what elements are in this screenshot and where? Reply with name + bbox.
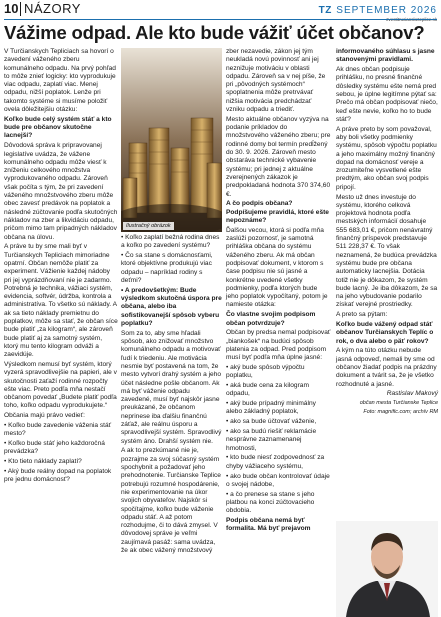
list-item: • Aký bude reálny dopad na poplatok pre jednu domácnosť? <box>4 468 112 484</box>
paragraph: Dôvodová správa k pripravovanej legislatíve uvádza, že vážene komunálneho odpadu môže viesť k zníženiu celkového množstva vyprodukovaného odpadu. Zároveň však počíta s tým, že pri zavedení váženého množstvového zberu môže obec zavesť predávok na poplatok a následné zúčtovanie podľa skutočných nákladov na zber a likvidáciu odpadu, pričom mimo tam pripadných nákladov občana na úlovu. <box>4 142 118 241</box>
paragraph: V Turčianskych Tepliciach sa hovorí o zavedení váženého zberu komunálneho odpadu. Na prvý pohľad to môže znieť logicky: kto vyprodukuje viac odpadu, zaplatí viac. Menej odpadu, nižší poplatok. Lenže pri takomto systéme si musíme položiť ovela dôležitejšiu otázku: <box>4 48 116 114</box>
author-title: občan mesta Turčianske Teplice <box>359 400 438 407</box>
paragraph: Ak dnes občan podpisuje prihlášku, no presné finančné dôsledky systému ešte nemá pred sebou, je úplne legitímne pýtať sa: Prečo má občan podpisovať niečo, keď ešte nevie, koľko ho to bude stáť? <box>336 66 438 123</box>
masthead-issue: SEPTEMBER 2026 <box>336 5 437 16</box>
header-rule <box>4 19 437 20</box>
page-header <box>0 0 441 20</box>
section-title: NÁZORY <box>24 1 81 16</box>
paragraph: A práve preto by som považoval, aby boli všetky podmienky systému, spôsob výpočtu poplatku a jeho maximálny možný finančný dopad na domácnosť vereje a zrozumiteľne vysvetlené ešte predtým, ako občan svoj podpis pripojí. <box>336 125 437 191</box>
list-item: • Koľko bude stáť jeho každoročná prevádzka? <box>4 440 105 456</box>
article-column-3 <box>226 48 331 535</box>
masthead-logo: TZ <box>318 5 332 16</box>
coins-photo <box>121 48 222 232</box>
author-name: Rastislav Makový <box>386 390 438 398</box>
paragraph-bold: informovaného súhlasu s jasne stanovenými pravidlami. <box>336 48 435 64</box>
list-item: • Koľko zaplatí bežná rodina dnes a koľko po zavedení systému? <box>121 234 220 250</box>
list-item: • ako sa budú riešiť reklamácie nesprávne zaznamenanej hmotnosti, <box>226 428 317 452</box>
article-headline: Vážime odpad. Ale kto bude vážiť účet občanov? <box>4 22 425 43</box>
list-item-bold: • A predovšetkým: Bude výsledkom skutočná úspora pre občana, alebo iba sofistikovanejší spôsob vyberu poplatku? <box>121 286 222 327</box>
list-item: • Koľko bude zavedenie váženia stáť mesto? <box>4 422 112 438</box>
paragraph: Občan by predsa nemal podpisovať „biankošek“ na budúci spôsob platenia za odpad. Pred podpisom musí byť podľa mňa úplne jasné: <box>226 329 331 362</box>
paragraph: Mesto aktuálne občanov vyzýva na podanie príkladov do množstvového váženého zberu; pre rodinné domy bol termín predĺžený do 30. 9. 2026. Zároveň mesto obstaráva technické vybavenie systému; pri jednej z aktuálne zverejnených zákazok je predpokladaná hodnota 370 374,60 €. <box>226 115 331 198</box>
list-item: • aký bude prípadný minimálny alebo základný poplatok, <box>226 400 316 416</box>
paragraph: Výsledkom nemusí byť systém, ktorý vyzerá spravodlivejšie na papieri, ale v skutočnosti zaťaží rodinné rozpočty ešte viac. Preto podľa mňa nestačí občanom povedať „Budete platiť podľa toho, koľko odpadu vyprodukujete.“ <box>4 360 117 410</box>
paragraph: zber nezavedie, zákon jej tým neukladá novú povinnosť ani jej neznižuje motiváciu v oblasti odpadu. Zároveň sa v nej píše, že pri „pôvodných systémoch“ spoplatnenia môže pretrvávať nižšia motivácia predchádzať vzniku odpadu a triediť. <box>226 48 326 114</box>
article-column-1 <box>4 48 118 486</box>
paragraph: A práve tu by sme mali byť v Turčianskych Tepliciach mimoriadne opatrní. Občan nemôže platiť za experiment. Vážienie každej nádoby pri jej vyprázdňovaní nie je zadarmo. Potrebná je technika, vážiaci systém, evidencia, softvér, údržba, kontrola a administratíva. To všetko sú náklady. A ak sa tieto náklady premietnu do poplatkov, môže sa stať, že občan síce bude platiť „za kilogram“, ale zároveň bude platiť aj za samotný systém, ktorý mu tento kilogram odváži a zaevidúje. <box>4 243 118 359</box>
author-portrait-image <box>336 521 438 617</box>
coins-illustration <box>121 48 222 232</box>
article-column-4 <box>336 48 438 417</box>
author-portrait <box>336 521 438 617</box>
list-item: • ako bude občan kontrolovať údaje o svojej nádobe, <box>226 472 330 488</box>
list-item: • a čo prenese sa stane s jeho platbou na konci zúčtovacieho obdobia. <box>226 490 315 515</box>
list-item: • aká bude cena za kilogram odpadu, <box>226 382 309 398</box>
page-number: 10 <box>4 1 19 16</box>
list-item: • Kto tieto náklady zaplatí? <box>4 458 82 466</box>
paragraph: A kým na túto otázku nebude jasná odpoveď, nemali by sme od občanov žiadať podpis na prázdny dokument a tvárit sa, že je všetko rozhodnuté a jasné. <box>336 347 437 388</box>
paragraph-bold: Podpis občana nemá byť formalita. Má byť prejavom <box>226 517 311 533</box>
list-item: • Čo sa stane s domácnosťami, ktoré objektívne produkujú viac odpadu – napríklad rodiny s deťmi? <box>121 252 213 284</box>
article-column-2 <box>121 234 222 557</box>
paragraph-bold: Koľko bude celý systém stáť a kto bude pre občanov skutočne lacnejší? <box>4 115 112 140</box>
list-item: • ako sa bude účtovať váženie, <box>226 418 317 426</box>
list-item: • aký bude spôsob výpočtu poplatku, <box>226 363 305 380</box>
paragraph-bold: Koľko bude vážený odpad stáť občanov Turčianskych Teplíc o rok, o dva alebo o päť rokov? <box>336 321 434 345</box>
photo-caption: Ilustračný obrázok <box>123 222 174 230</box>
paragraph: Ďalšou vecou, ktorá si podľa mňa zaslúži pozornosť, je samotná prihláška občana do systému váženého zberu. Ak má občan podpisovať dokument, v ktorom s čase podpisu nie sú jasné a konkrétne uvedené všetky podmienky, podľa ktorých bude jeho poplatok vypočítaný, potom je namieste otázka: <box>226 226 328 309</box>
photo-credit: Foto: magnific.com; archív RM <box>363 408 438 415</box>
paragraph: Občania majú právo vedieť: <box>4 412 85 420</box>
paragraph: A preto sa pýtam: <box>336 311 388 319</box>
paragraph: Som za to, aby sme hľadali spôsob, ako znižovať množstvo komunálneho odpadu a motivovať ľudí k triedeniu. Ale motivácia nesmie byť postavená na tom, že mesto vytvorí drahý systém a jeho účet následne pošle občanom. Ak má byť váženie odpadu zavedené, musí byť najskôr jasne preukázané, že občanom neprinese iba ďalšiu finančnú záťaž, ale reálnu úsporu a spravodlivejší systém. Spravodlivý systém áno. Drahší systém nie. <box>121 329 222 445</box>
list-item: • kto bude niesť zodpovednosť za chyby vážiaceho systému, <box>226 454 325 470</box>
subheading: Čo vlastne svojim podpisom občan potvrdzuje? <box>226 311 316 327</box>
paragraph: Mesto už dnes investuje do systému, ktorého celková projektová hodnota podľa mestských informácií dosahuje 555 683,01 €, pričom nenávratný finančný príspevok predstavuje 511 228,37 €. To však neznamená, že budúca prevádzka systému bude pre občana automaticky lacnejšia. Dotácia totiž nie je dôkazom, že systém bude lacný. Je iba dôkazom, že sa na jeho vybudovanie podarilo získať verejné prostriedky. <box>336 193 438 309</box>
header-divider <box>20 2 21 16</box>
subheading: A čo podpis občana? Podpíšujeme pravidlá, ktoré ešte nepoznáme? <box>226 200 329 224</box>
paragraph: A ak to prezkúmané nie je, pozrajme za svoj súčasný systém spochybnit a požadovať jeho prehodnotenie. Turčianske Teplice potrebujú rozumné hospodárenie, nie experimentovanie na úkor svojich obyvateľov. Najskôr si spočítajme, koľko bude váženie odpadu stáť. A až potom rozhodujme, či to dává zmysel. V dôvodovej správe je veľmi zaujímavá pasáž: sama uvádza, že ak obec vážený množstvový <box>121 447 221 554</box>
